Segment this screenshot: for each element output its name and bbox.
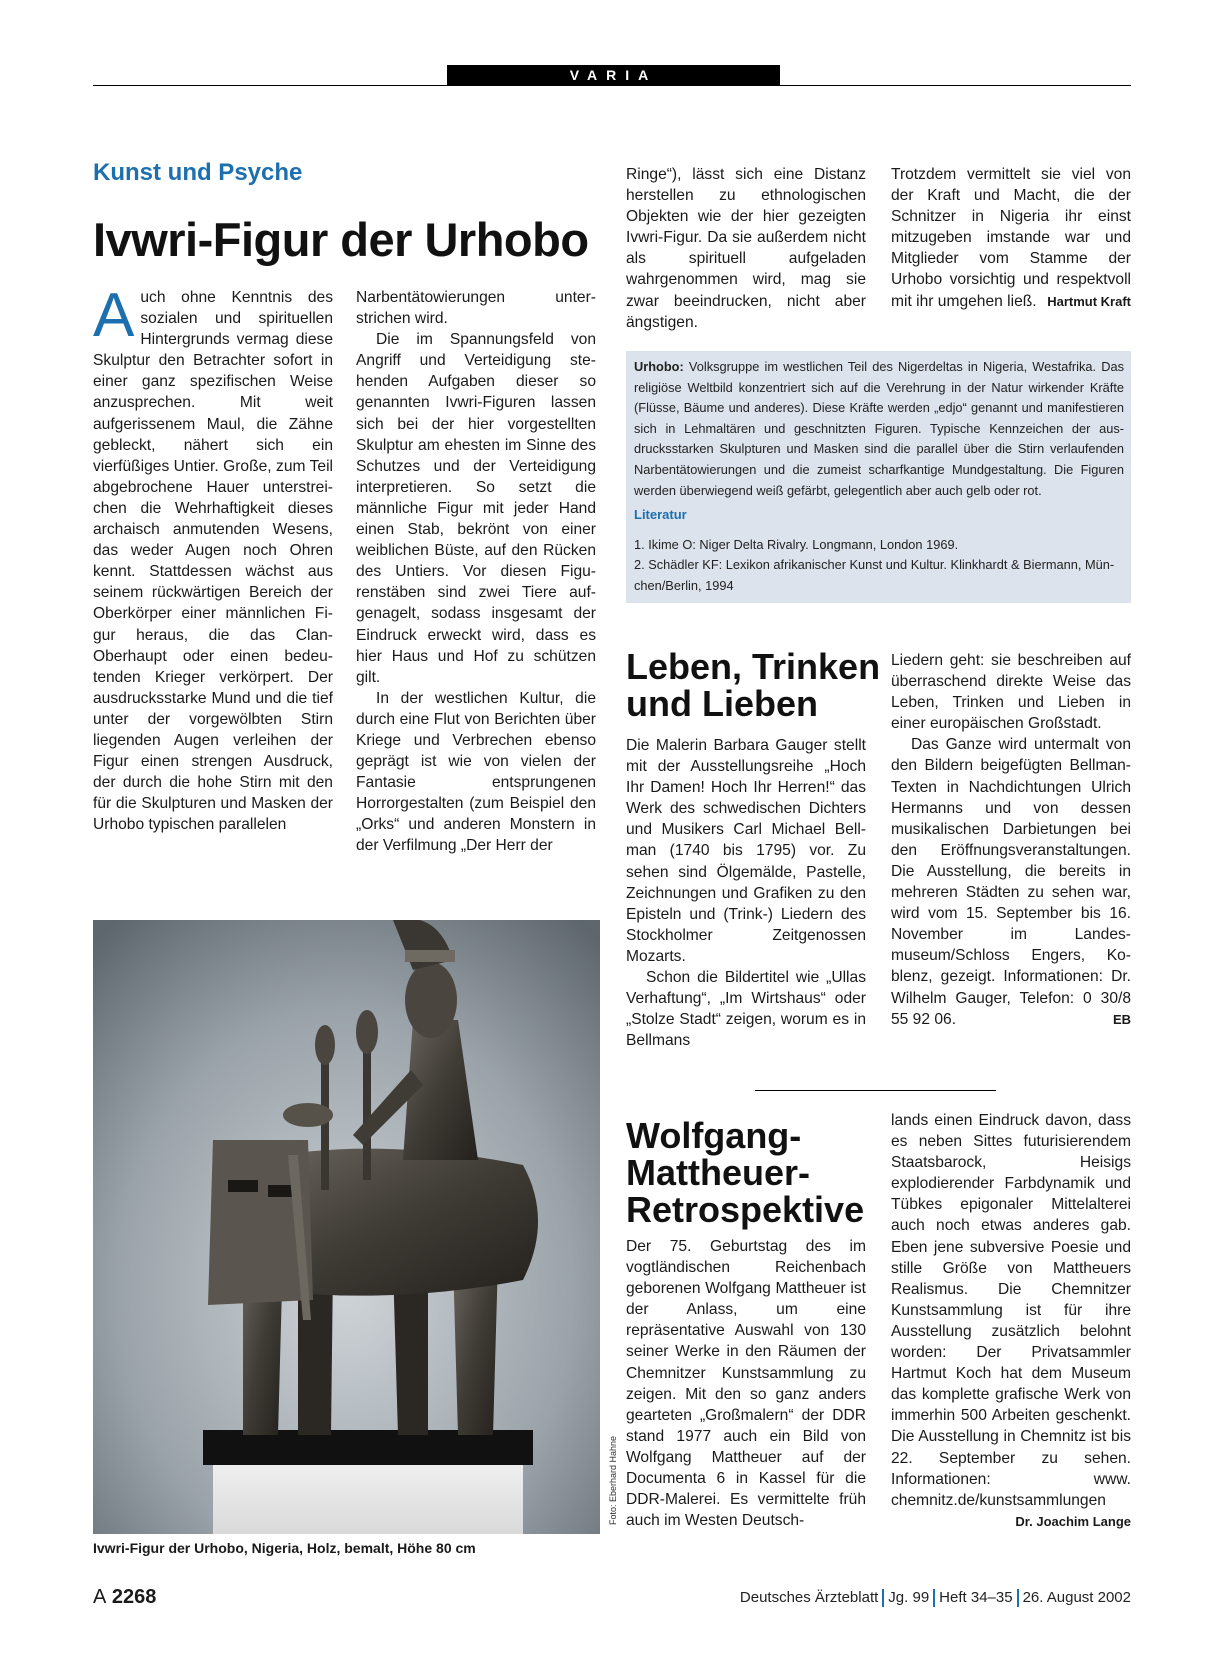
section-label: VARIA — [447, 65, 780, 86]
author-name: EB — [1112, 1011, 1131, 1027]
drop-cap: A — [93, 281, 135, 350]
paragraph: Liedern geht: sie beschreiben auf überraschend direkte Weise das Leben, Trinken und Lieben in einer europäischen Großstadt. — [891, 652, 1131, 733]
article2-column-2 — [891, 650, 1131, 1030]
paragraph: Die im Spannungsfeld von Angriff und Verteidigung stehenden Aufgaben dieser so genannten Ivwri-Figuren lassen sich bei der hier vorgestellten Skulptur am ehesten im Sinne des Schutzes und der Verteidigung interpretieren. So setzt die männliche Figur mit jeder Hand einen Stab, bekrönt von einer weiblichen Büste, auf den Rücken des Untiers. Vor diesen Figurenstäben sind zwei Tiere aufgenagelt, sodass insgesamt der Eindruck erweckt wird, dass es hier Haus und Hof zu schützen gilt. — [356, 331, 596, 686]
paragraph: In der westlichen Kultur, die durch eine Flut von Berichten über Kriege und Verbrechen ebenso geprägt ist wie von vielen der Fantasie entsprungenen Horrorgestalten (zum Beispiel den „Orks“ und anderen Monstern in der Verfilmung „Der Herr der — [356, 689, 596, 855]
article1-col1-text: uch ohne Kenntnis des sozialen und spirituellen Hintergrunds vermag diese Skulptur den Betrachter sofort in einer ganz spezifischen Weise anzusprechen. Mit weit aufgerissenem Maul, die Zähne gebleckt, nähert sich ein vierfüßiges Untier. Große, zum Teil abgebrochene Hauer unterstreichen die Wehrhaftigkeit dieses archaisch anmutenden Wesens, das weder Augen noch Ohren kennt. Stattdessen wächst aus seinem rückwärtigen Bereich der Oberkörper einer männlichen Figur heraus, die das Clan-Oberhaupt oder einen bedeutenden Krieger verkörpert. Der ausdrucksstarke Mund und die tief unter der vorgewölbten Stirn liegenden Augen verleihen der Figur einen strengen Ausdruck, der durch die hohe Stirn mit den für die Skulpturen und Masken der Urhobo typischen parallelen — [93, 289, 333, 834]
photo-caption: Ivwri-Figur der Urhobo, Nigeria, Holz, bemalt, Höhe 80 cm — [93, 1540, 476, 1556]
journal-name: Deutsches Ärzteblatt — [739, 1589, 879, 1606]
photo-credit: Foto: Eberhard Hahne — [608, 1435, 618, 1525]
author-line — [891, 1511, 1131, 1532]
article3-column-2 — [891, 1110, 1131, 1532]
article2-title: Leben, Trinken und Lieben — [626, 646, 881, 724]
article2-column-1 — [626, 735, 866, 1051]
article-separator — [755, 1090, 996, 1091]
paragraph: Das Ganze wird untermalt von den Bildern beigefügten Bellman-Texten in Nachdichtungen Ulrich Hermanns und von dessen musikalischen Darbietungen bei den Eröffnungsveranstaltungen. Die Ausstellung, die bereits in mehreren Städten zu sehen war, wird vom 15. September bis 16. November im Landesmuseum/Schloss Engers, Koblenz, gezeigt. Informationen: Dr. Wilhelm Gauger, Telefon: 0 30/8 55 92 06. EB — [891, 734, 1131, 1029]
info-box — [626, 351, 1131, 603]
journal-volume: Jg. 99 — [888, 1589, 930, 1606]
journal-date: 26. August 2002 — [1022, 1589, 1131, 1606]
page-number: A 2268 — [93, 1586, 157, 1608]
article1-column-1 — [93, 281, 333, 835]
author-name: Hartmut Kraft — [1047, 293, 1131, 309]
article1-column-4 — [891, 164, 1131, 312]
article1-column-2 — [356, 287, 596, 857]
paragraph: Die Malerin Barbara Gauger stellt mit der Ausstellungsreihe „Hoch Ihr Damen! Hoch Ihr Herren!“ das Werk des schwedischen Dichters und Musikers Carl Michael Bellman (1740 bis 1795) vor. Zu sehen sind Ölgemälde, Pastelle, Zeichnungen und Grafiken zu den Episteln und (Trink-) Liedern des Stockholmer Zeitgenossen Mozarts. — [626, 737, 866, 965]
paragraph: Schon die Bildertitel wie „Ullas Verhaftung“, „Im Wirtshaus“ oder „Stolze Stadt“ zeigen, worum es in Bellmans — [626, 969, 866, 1050]
paragraph: Der 75. Geburtstag des im vogtländischen Reichenbach geborenen Wolfgang Mattheuer ist der Anlass, um eine repräsentative Auswahl von 130 seiner Werke in den Räumen der Chemnitzer Kunstsammlung zu zeigen. Mit den so ganz anders gearteten „Großmalern“ der DDR stand 1977 auch ein Bild von Wolfgang Mattheuer auf der Documenta 6 in Kassel für die DDR-Malerei. Es vermittelte früh auch im Westen Deutsch- — [626, 1238, 866, 1530]
sculpture-photo — [93, 920, 600, 1534]
paragraph: lands einen Eindruck davon, dass es neben Sittes futurisierendem Staatsbarock, Heisigs explodierender Farbdynamik und Tübkes epigonaler Mittelalterei auch noch etwas anderes gab. Eben jene subversive Poesie und stille Größe von Mattheuers Realismus. Die Chemnitzer Kunstsammlung ist für ihre Ausstellung zusätzlich belohnt worden: Der Privatsammler Hartmut Koch hat dem Museum das komplette grafische Werk von immerhin 500 Arbeiten geschenkt. Die Ausstellung in Chemnitz ist bis 22. September zu sehen. Informationen: www. chemnitz.de/kunstsammlungen — [891, 1112, 1131, 1509]
journal-footer — [740, 1589, 1131, 1607]
article-section: Kunst und Psyche — [93, 159, 303, 186]
journal-issue: Heft 34–35 — [939, 1589, 1013, 1606]
info-term: Urhobo: — [634, 359, 684, 374]
reference-item: 1. Ikime O: Niger Delta Rivalry. Longmann, London 1969. — [634, 537, 959, 552]
literature-heading: Literatur — [634, 507, 687, 522]
paragraph: Ringe“), lässt sich eine Distanz herstellen zu ethnologischen Objekten wie der hier gezeigten Ivwri-Figur. Da sie außerdem nicht als spirituell aufgeladen wahrgenommen wird, mag sie zwar beeindrucken, nicht aber ängstigen. — [626, 166, 866, 331]
article3-title: Wolfgang- Mattheuer- Retrospektive — [626, 1115, 865, 1230]
article1-column-3 — [626, 164, 866, 333]
author-name: Dr. Joachim Lange — [1015, 1513, 1131, 1529]
article3-column-1 — [626, 1236, 866, 1531]
reference-item: 2. Schädler KF: Lexikon afrikanischer Kunst und Kultur. Klinkhardt & Biermann, München/Berlin, 1994 — [634, 557, 1115, 593]
article-title: Ivwri-Figur der Urhobo — [93, 213, 589, 266]
paragraph: Narbentätowierungen unterstrichen wird. — [356, 289, 596, 328]
info-text: Urhobo: Volksgruppe im westlichen Teil des Nigerdeltas in Nigeria, Westafrika. Das religiöse Weltbild konzentriert sich auf die Verehrung in der Natur wirkender Kräfte (Flüsse, Bäume und anderes). Diese Kräfte werden „edjo“ genannt und manifestieren sich in Lehmaltären und geschnitzten Figuren. Typische Kennzeichen der ausdrucksstarken Skulpturen und Masken sind die parallel über die Stirn verlaufenden Narbentätowierungen und die zumeist scharfkantige Mundgestaltung. Die Figuren werden überwiegend weiß gefärbt, gelegentlich aber auch gelb oder rot. — [634, 359, 1124, 498]
paragraph: Trotzdem vermittelt sie viel von der Kraft und Macht, die der Schnitzer in Nigeria ihr einst mitzugeben imstande war und Mitglieder vom Stamme der Urhobo vorsichtig und respektvoll mit ihr umgehen ließ. Hartmut Kraft — [891, 164, 1131, 312]
